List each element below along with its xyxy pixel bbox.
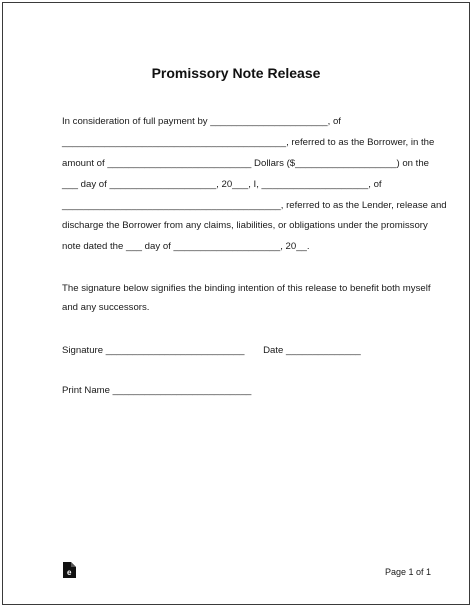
consideration-line: In consideration of full payment by ______________________, of (62, 116, 341, 127)
date-lender-line: ___ day of ____________________, 20___, I, ____________________, of (62, 179, 382, 190)
svg-text:e: e (66, 568, 72, 577)
document-e-logo-icon (62, 562, 76, 578)
document-page (2, 2, 470, 605)
signature-date-line: Signature __________________________ Date ______________ (62, 345, 361, 356)
discharge-line: discharge the Borrower from any claims, liabilities, or obligations under the promissory (62, 220, 428, 231)
print-name-line: Print Name __________________________ (62, 385, 252, 396)
successors-line: and any successors. (62, 302, 150, 313)
page-number: Page 1 of 1 (384, 567, 431, 577)
borrower-line: __________________________________________, referred to as the Borrower, in the (62, 137, 435, 148)
signature-statement-line: The signature below signifies the binding intention of this release to benefit both myself (62, 283, 431, 294)
amount-line: amount of ___________________________ Dollars ($___________________) on the (62, 158, 430, 169)
document-title: Promissory Note Release (151, 65, 321, 81)
lender-line: _________________________________________, referred to as the Lender, release and (62, 200, 447, 211)
note-date-line: note dated the ___ day of ____________________, 20__. (62, 241, 310, 252)
